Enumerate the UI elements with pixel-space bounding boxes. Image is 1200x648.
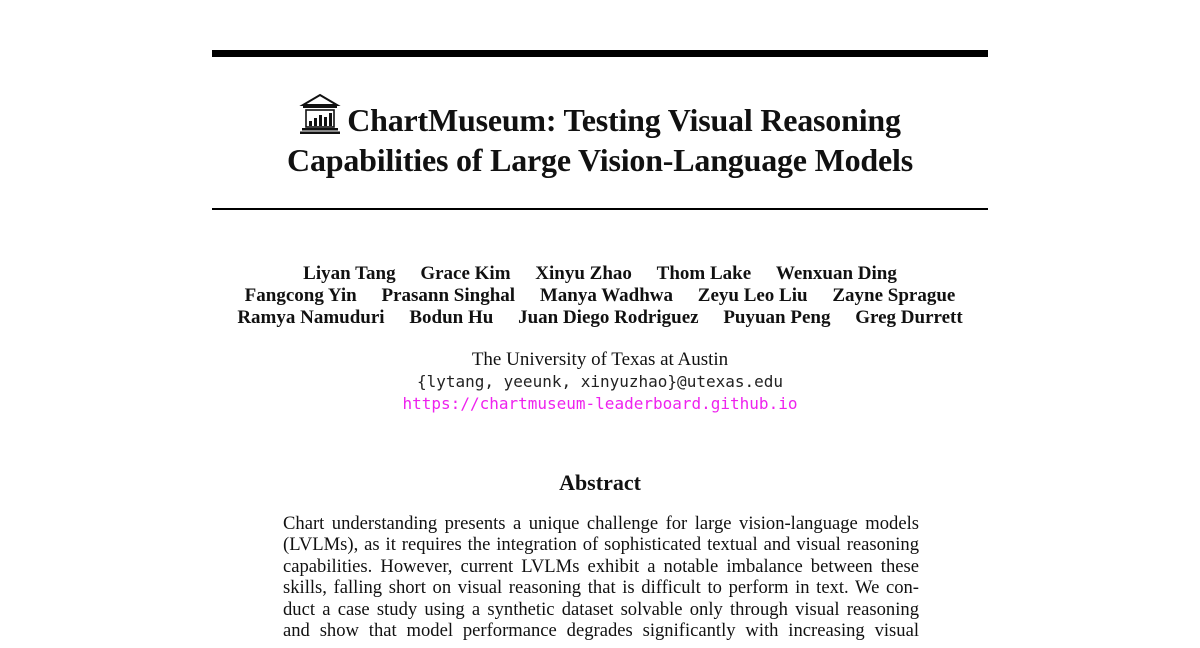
abstract-line: duct a case study using a synthetic dataset solvable only through visual reasoning	[283, 598, 919, 620]
author-name: Prasann Singhal	[381, 285, 516, 306]
abstract-line: capabilities. However, current LVLMs exhibit a notable imbalance between these	[283, 555, 919, 577]
abstract-text	[283, 513, 919, 641]
author-name: Thom Lake	[656, 263, 752, 284]
author-name: Wenxuan Ding	[775, 263, 897, 284]
abstract-line: Chart understanding presents a unique challenge for large vision-language models	[283, 513, 919, 534]
author-row-1	[150, 263, 1050, 285]
author-row-3	[150, 307, 1050, 329]
author-row-2	[150, 285, 1050, 307]
abstract-heading: Abstract	[559, 470, 641, 495]
author-name: Grace Kim	[420, 263, 511, 284]
author-name: Puyuan Peng	[723, 307, 831, 328]
leaderboard-link[interactable]: https://chartmuseum-leaderboard.github.io	[402, 394, 798, 413]
author-name: Fangcong Yin	[244, 285, 357, 306]
abstract-line: and show that model performance degrades significantly with increasing visual	[283, 620, 919, 642]
author-name: Ramya Namuduri	[237, 307, 385, 328]
university-name: The University of Texas at Austin	[471, 349, 729, 370]
author-list	[150, 263, 1050, 329]
title-line-2: Capabilities of Large Vision-Language Models	[287, 142, 913, 178]
title-text-1: ChartMuseum: Testing Visual Reasoning	[347, 102, 901, 138]
paper-title	[212, 93, 988, 180]
author-name: Manya Wadhwa	[539, 285, 674, 306]
abstract-line: skills, falling short on visual reasoning that is difficult to perform in text. We con-	[283, 577, 919, 599]
abstract-line: (LVLMs), as it requires the integration of sophisticated textual and visual reasoning	[283, 534, 919, 556]
author-name: Liyan Tang	[303, 263, 396, 284]
title-line-1	[212, 93, 988, 140]
author-name: Zayne Sprague	[832, 285, 956, 306]
author-name: Zeyu Leo Liu	[697, 285, 808, 306]
museum-building-icon	[299, 93, 341, 135]
affiliation-block	[300, 349, 900, 415]
bottom-rule	[212, 208, 988, 210]
author-name: Bodun Hu	[409, 307, 494, 328]
author-name: Xinyu Zhao	[535, 263, 632, 284]
author-emails: {lytang, yeeunk, xinyuzhao}@utexas.edu	[416, 372, 784, 391]
author-name: Greg Durrett	[855, 307, 963, 328]
author-name: Juan Diego Rodriguez	[518, 307, 699, 328]
top-rule	[212, 50, 988, 57]
